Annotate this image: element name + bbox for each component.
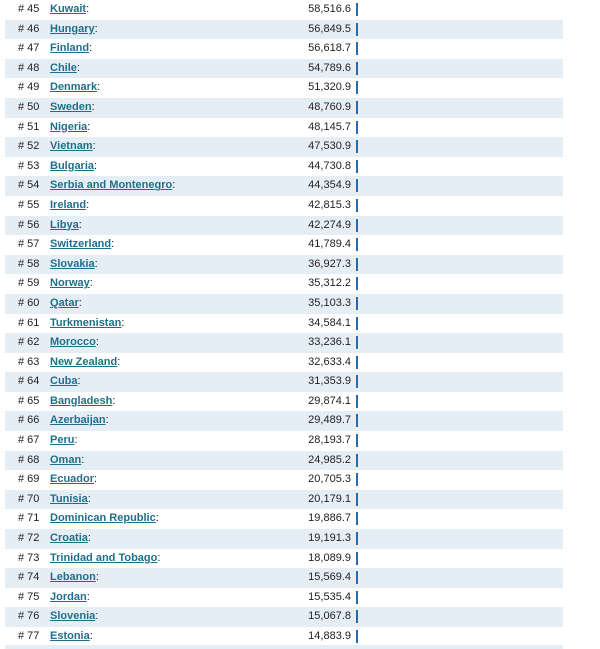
colon-separator: : (157, 551, 161, 564)
colon-separator: : (78, 296, 82, 309)
table-row (5, 372, 563, 392)
country-link[interactable]: Dominican Republic (50, 512, 156, 525)
colon-separator: : (95, 336, 99, 349)
value-bar (356, 238, 358, 251)
country-link[interactable]: Ireland (50, 198, 87, 211)
table-row (5, 607, 563, 627)
value-label: 35,312.2 (308, 277, 351, 290)
colon-separator: : (89, 42, 93, 55)
country-cell (50, 568, 99, 588)
colon-separator: : (112, 394, 116, 407)
rank-label: # 62 (18, 336, 40, 349)
colon-separator: : (95, 571, 99, 584)
rank-label: # 61 (18, 316, 40, 329)
rank-label: # 63 (18, 355, 40, 368)
rank-label: # 55 (18, 198, 40, 211)
country-link[interactable]: Qatar (50, 296, 79, 309)
table-row (5, 274, 563, 294)
value-label: 29,874.1 (308, 394, 351, 407)
country-cell (50, 470, 97, 490)
country-cell (50, 59, 80, 79)
value-bar (356, 473, 358, 486)
colon-separator: : (94, 159, 98, 172)
rank-label: # 58 (18, 257, 40, 270)
rank-label: # 48 (18, 61, 40, 74)
value-bar (356, 101, 358, 114)
value-bar (356, 414, 358, 427)
country-link[interactable]: Peru (50, 434, 75, 447)
colon-separator: : (94, 257, 98, 270)
country-cell (50, 196, 89, 216)
rank-label: # 53 (18, 159, 40, 172)
value-label: 36,927.3 (308, 257, 351, 270)
rank-label: # 60 (18, 296, 40, 309)
rank-label: # 47 (18, 42, 40, 55)
country-link[interactable]: Norway (50, 277, 90, 290)
table-row (5, 216, 563, 236)
colon-separator: : (89, 277, 93, 290)
value-label: 19,886.7 (308, 512, 351, 525)
value-bar (356, 336, 358, 349)
country-cell (50, 0, 89, 20)
value-label: 18,089.9 (308, 551, 351, 564)
country-link[interactable]: Ecuador (50, 473, 95, 486)
country-cell (50, 490, 91, 510)
table-row (5, 196, 563, 216)
country-cell (50, 98, 95, 118)
country-link[interactable]: Slovenia (50, 610, 96, 623)
country-link[interactable]: Morocco (50, 336, 96, 349)
table-row (5, 509, 563, 529)
value-bar (356, 552, 358, 565)
value-bar (356, 610, 358, 623)
rank-label: # 72 (18, 532, 40, 545)
rank-label: # 56 (18, 218, 40, 231)
country-link[interactable]: Bangladesh (50, 394, 113, 407)
value-bar (356, 179, 358, 192)
country-cell (50, 451, 84, 471)
table-row (5, 78, 563, 98)
rank-label: # 54 (18, 179, 40, 192)
table-row (5, 176, 563, 196)
country-link[interactable]: Nigeria (50, 120, 88, 133)
value-label: 35,103.3 (308, 296, 351, 309)
value-label: 15,535.4 (308, 590, 351, 603)
rank-label: # 71 (18, 512, 40, 525)
rank-label: # 57 (18, 238, 40, 251)
table-row (5, 20, 563, 40)
colon-separator: : (155, 512, 159, 525)
country-link[interactable]: Kuwait (50, 3, 87, 15)
country-link[interactable]: Lebanon (50, 571, 96, 584)
value-label: 44,354.9 (308, 179, 351, 192)
country-cell (50, 627, 93, 647)
value-label: 20,705.3 (308, 473, 351, 486)
colon-separator: : (121, 316, 125, 329)
country-link[interactable]: Trinidad and Tobago (50, 551, 158, 564)
value-label: 31,353.9 (308, 375, 351, 388)
country-link[interactable]: Jordan (50, 590, 87, 603)
value-label: 47,530.9 (308, 140, 351, 153)
value-bar (356, 591, 358, 604)
rank-label: # 73 (18, 551, 40, 564)
table-row (5, 314, 563, 334)
value-label: 44,730.8 (308, 159, 351, 172)
country-cell (50, 372, 81, 392)
country-cell (50, 431, 78, 451)
rank-label: # 76 (18, 610, 40, 623)
value-label: 24,985.2 (308, 453, 351, 466)
colon-separator: : (94, 22, 98, 35)
country-cell (50, 509, 159, 529)
table-row (5, 294, 563, 314)
table-row (5, 549, 563, 569)
value-bar (356, 630, 358, 643)
colon-separator: : (94, 473, 98, 486)
rank-label: # 50 (18, 100, 40, 113)
value-bar (356, 395, 358, 408)
country-cell (50, 176, 175, 196)
colon-separator: : (105, 414, 109, 427)
country-cell (50, 235, 114, 255)
next-row-edge (5, 645, 563, 649)
rank-label: # 59 (18, 277, 40, 290)
table-row (5, 470, 563, 490)
table-row (5, 431, 563, 451)
country-cell (50, 20, 98, 40)
country-link[interactable]: Vietnam (50, 140, 93, 153)
country-cell (50, 39, 92, 59)
rank-label: # 45 (18, 3, 40, 15)
value-bar (356, 375, 358, 388)
value-bar (356, 317, 358, 330)
value-label: 15,569.4 (308, 571, 351, 584)
table-row (5, 137, 563, 157)
value-bar (356, 277, 358, 290)
rank-label: # 74 (18, 571, 40, 584)
colon-separator: : (86, 590, 90, 603)
colon-separator: : (74, 434, 78, 447)
country-cell (50, 392, 115, 412)
value-bar (356, 356, 358, 369)
country-cell (50, 607, 98, 627)
country-cell (50, 216, 82, 236)
value-label: 48,760.9 (308, 100, 351, 113)
country-cell (50, 294, 82, 314)
value-label: 41,789.4 (308, 238, 351, 251)
table-row (5, 235, 563, 255)
country-link[interactable]: Turkmenistan (50, 316, 122, 329)
value-bar (356, 434, 358, 447)
colon-separator: : (86, 198, 90, 211)
value-label: 42,274.9 (308, 218, 351, 231)
value-label: 19,191.3 (308, 532, 351, 545)
country-cell (50, 137, 96, 157)
rank-label: # 65 (18, 394, 40, 407)
value-label: 29,489.7 (308, 414, 351, 427)
country-link[interactable]: Serbia and Montenegro (50, 179, 173, 192)
country-link[interactable]: Estonia (50, 630, 90, 642)
colon-separator: : (117, 355, 121, 368)
value-label: 51,320.9 (308, 81, 351, 94)
value-bar (356, 3, 358, 16)
country-link[interactable]: Croatia (50, 532, 88, 545)
value-bar (356, 258, 358, 271)
country-cell (50, 78, 100, 98)
table-row (5, 333, 563, 353)
colon-separator: : (89, 630, 93, 642)
colon-separator: : (78, 218, 82, 231)
table-row (5, 0, 563, 20)
value-bar (356, 81, 358, 94)
rank-label: # 46 (18, 22, 40, 35)
table-row (5, 588, 563, 608)
country-cell (50, 255, 98, 275)
value-label: 33,236.1 (308, 336, 351, 349)
country-link[interactable]: Slovakia (50, 257, 95, 270)
rank-label: # 66 (18, 414, 40, 427)
table-row (5, 411, 563, 431)
country-cell (50, 157, 97, 177)
country-link[interactable]: Hungary (50, 22, 95, 35)
value-label: 14,883.9 (308, 630, 351, 642)
country-cell (50, 333, 99, 353)
table-row (5, 59, 563, 79)
ranking-table (5, 0, 563, 647)
value-label: 56,849.5 (308, 22, 351, 35)
country-cell (50, 314, 124, 334)
value-bar (356, 160, 358, 173)
table-row (5, 118, 563, 138)
country-cell (50, 353, 120, 373)
rank-label: # 68 (18, 453, 40, 466)
rank-label: # 77 (18, 630, 40, 642)
country-link[interactable]: Sweden (50, 100, 92, 113)
country-cell (50, 529, 91, 549)
value-bar (356, 454, 358, 467)
colon-separator: : (92, 140, 96, 153)
colon-separator: : (86, 3, 90, 15)
value-label: 32,633.4 (308, 355, 351, 368)
country-link[interactable]: Switzerland (50, 238, 112, 251)
country-link[interactable]: Tunisia (50, 492, 88, 505)
country-link[interactable]: Finland (50, 42, 90, 55)
value-label: 20,179.1 (308, 492, 351, 505)
value-bar (356, 199, 358, 212)
colon-separator: : (172, 179, 176, 192)
country-link[interactable]: Cuba (50, 375, 78, 388)
table-row (5, 353, 563, 373)
table-row (5, 157, 563, 177)
colon-separator: : (76, 61, 80, 74)
table-row (5, 392, 563, 412)
table-row (5, 490, 563, 510)
colon-separator: : (81, 453, 85, 466)
country-link[interactable]: Oman (50, 453, 82, 466)
value-label: 34,584.1 (308, 316, 351, 329)
colon-separator: : (95, 610, 99, 623)
table-row (5, 627, 563, 647)
rank-label: # 67 (18, 434, 40, 447)
country-link[interactable]: Chile (50, 61, 77, 74)
value-bar (356, 42, 358, 55)
rank-label: # 75 (18, 590, 40, 603)
colon-separator: : (87, 120, 91, 133)
rank-label: # 64 (18, 375, 40, 388)
colon-separator: : (97, 81, 101, 94)
colon-separator: : (87, 492, 91, 505)
colon-separator: : (111, 238, 115, 251)
country-link[interactable]: Denmark (50, 81, 98, 94)
country-link[interactable]: Bulgaria (50, 159, 95, 172)
value-bar (356, 493, 358, 506)
rank-label: # 52 (18, 140, 40, 153)
country-link[interactable]: New Zealand (50, 355, 118, 368)
value-label: 15,067.8 (308, 610, 351, 623)
value-bar (356, 532, 358, 545)
value-bar (356, 62, 358, 75)
table-row (5, 39, 563, 59)
value-bar (356, 140, 358, 153)
table-row (5, 451, 563, 471)
rank-label: # 51 (18, 120, 40, 133)
value-label: 42,815.3 (308, 198, 351, 211)
country-link[interactable]: Libya (50, 218, 79, 231)
value-label: 54,789.6 (308, 61, 351, 74)
rank-label: # 49 (18, 81, 40, 94)
colon-separator: : (87, 532, 91, 545)
value-bar (356, 512, 358, 525)
value-bar (356, 297, 358, 310)
value-label: 28,193.7 (308, 434, 351, 447)
table-row (5, 98, 563, 118)
value-bar (356, 571, 358, 584)
table-row (5, 255, 563, 275)
country-cell (50, 549, 160, 569)
value-label: 48,145.7 (308, 120, 351, 133)
rank-label: # 69 (18, 473, 40, 486)
rank-label: # 70 (18, 492, 40, 505)
table-row (5, 529, 563, 549)
value-bar (356, 23, 358, 36)
value-bar (356, 121, 358, 134)
country-cell (50, 118, 90, 138)
table-row (5, 568, 563, 588)
value-bar (356, 219, 358, 232)
colon-separator: : (91, 100, 95, 113)
colon-separator: : (77, 375, 81, 388)
value-label: 58,516.6 (308, 3, 351, 15)
value-label: 56,618.7 (308, 42, 351, 55)
country-cell (50, 588, 90, 608)
country-cell (50, 411, 109, 431)
country-link[interactable]: Azerbaijan (50, 414, 106, 427)
country-cell (50, 274, 93, 294)
